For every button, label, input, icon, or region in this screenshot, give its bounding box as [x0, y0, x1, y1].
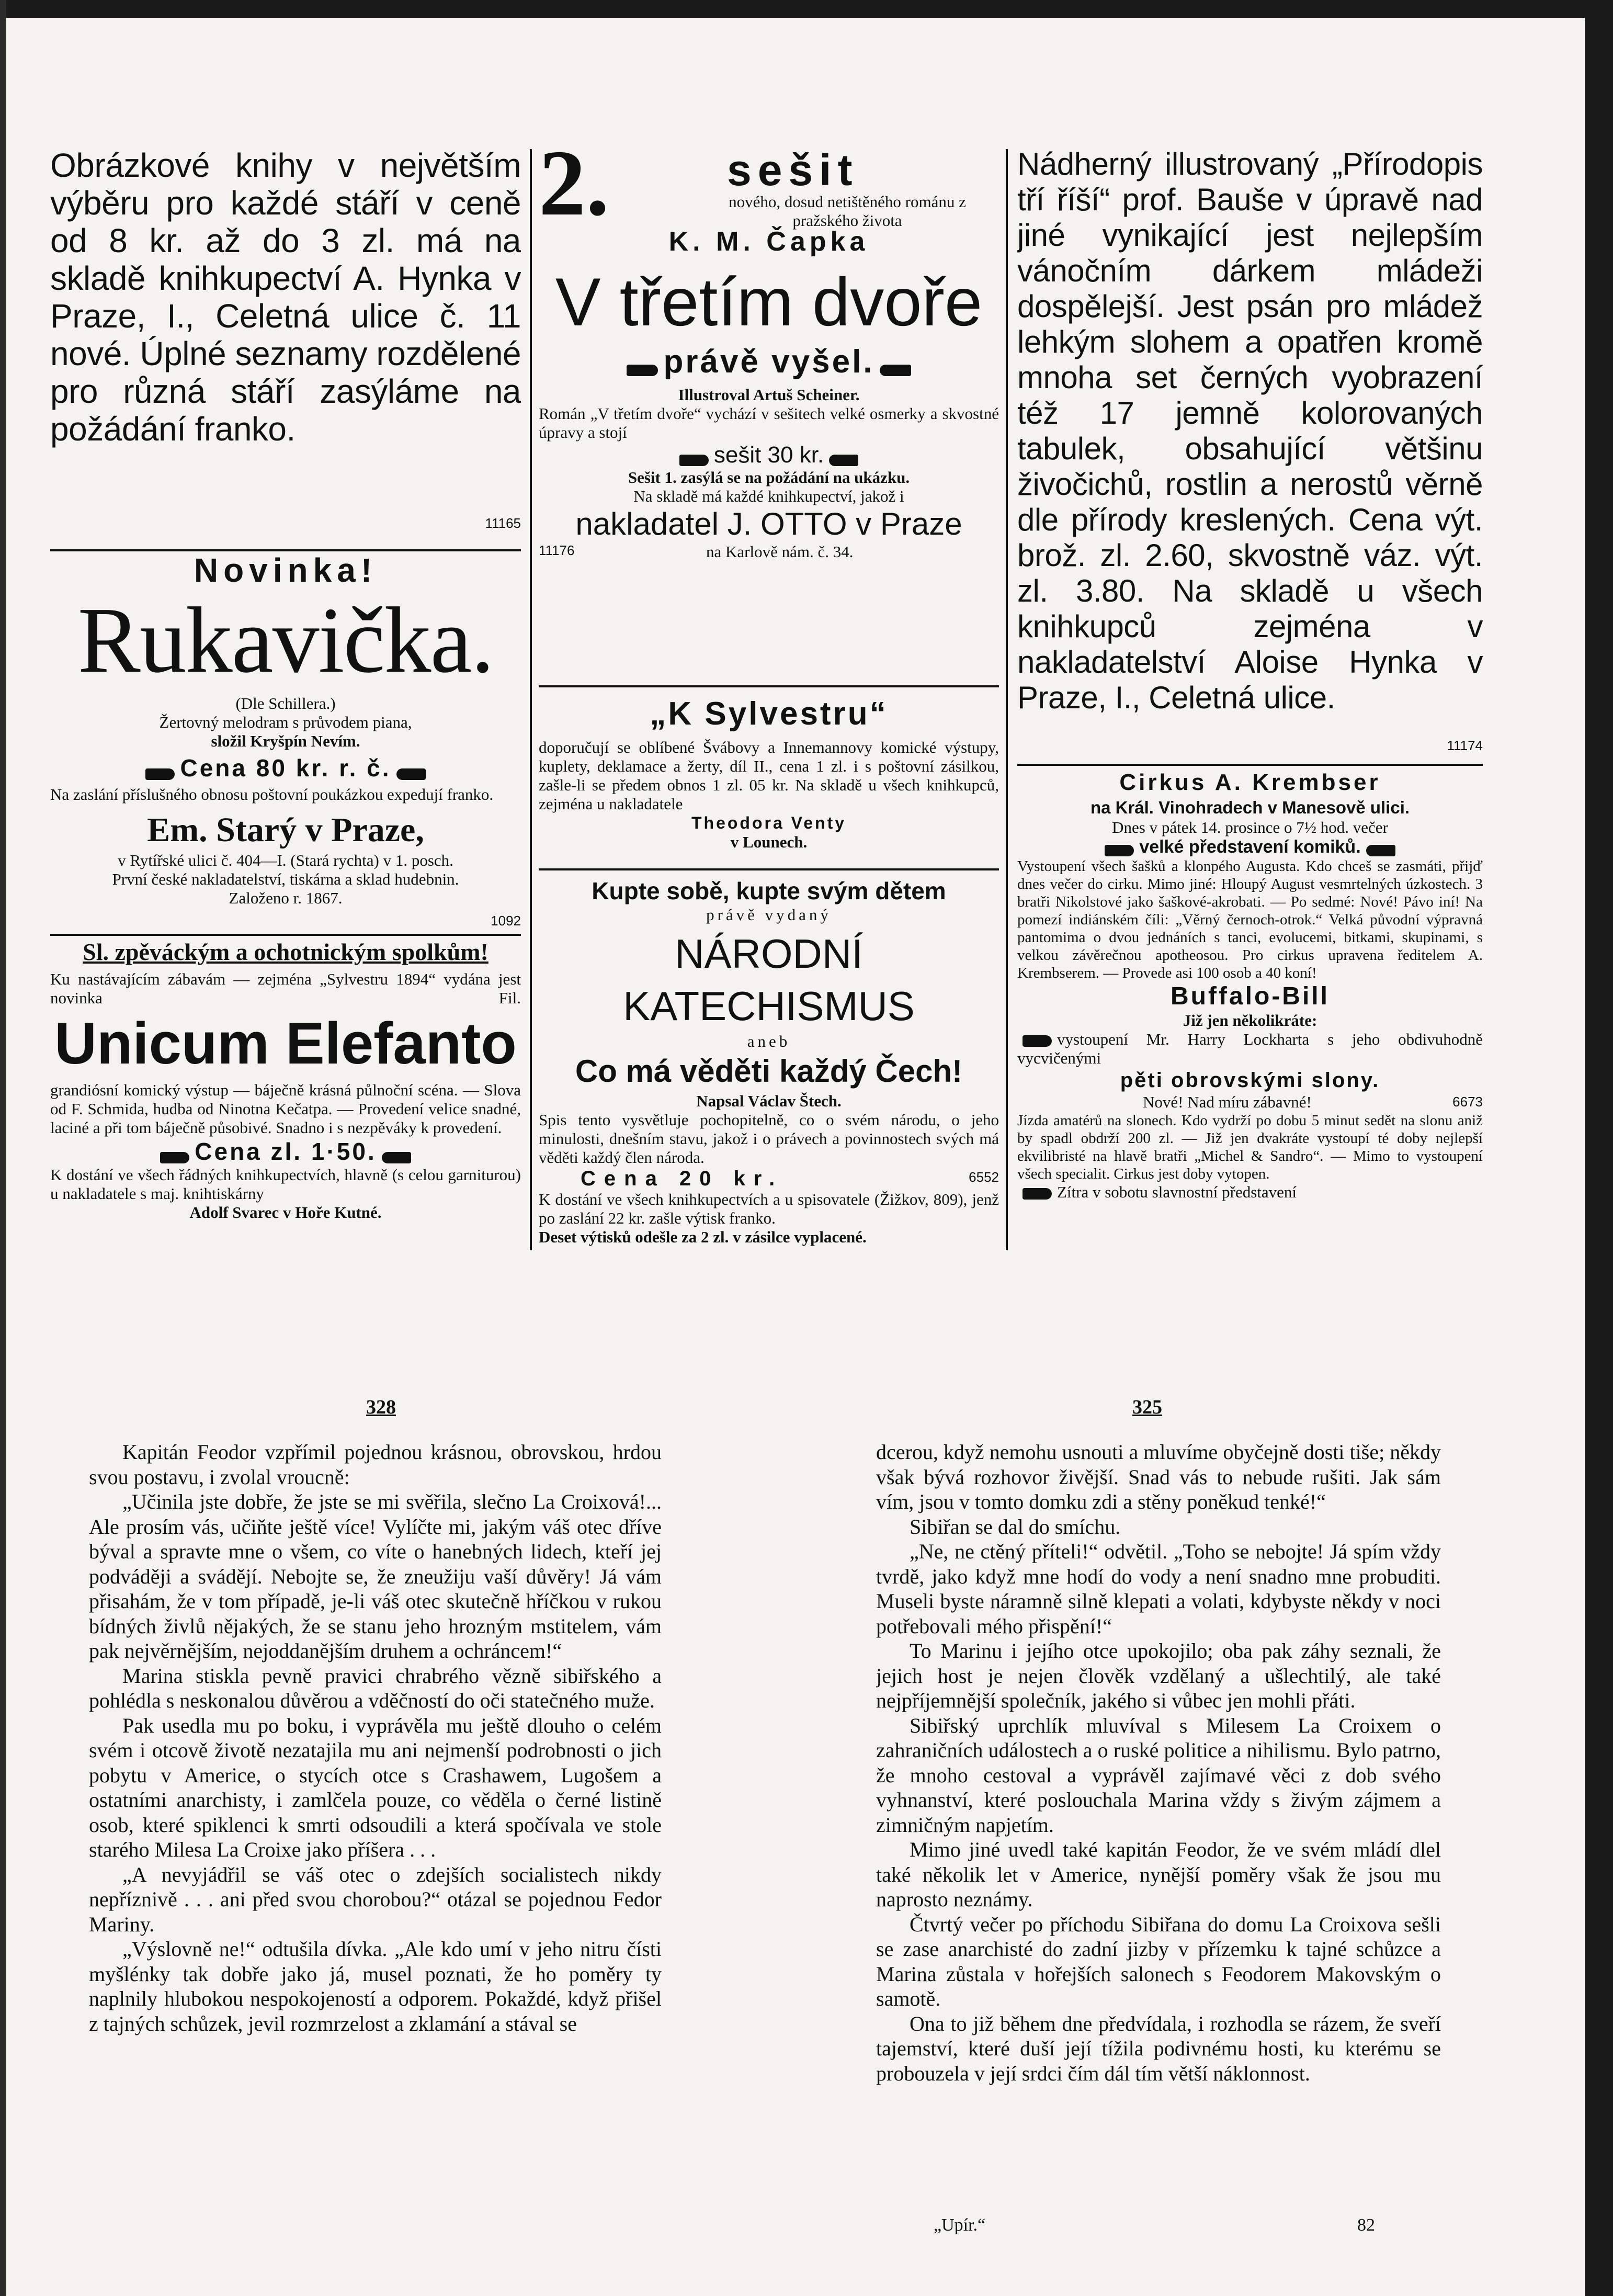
ad-rukavicka-title: Rukavička. [77, 588, 494, 692]
ad-tretim-price: sešit 30 kr. [713, 442, 824, 468]
ad-cirkus-place: na Král. Vinohradech v Manesově ulici. [1090, 798, 1410, 817]
ad-tretim-dvore [539, 146, 999, 563]
feuilleton-paragraph: Sibiřan se dal do smíchu. [910, 1514, 1121, 1539]
ad-cirkus-text6-row [1017, 1183, 1483, 1202]
ad-divider [539, 868, 999, 870]
ad-cirkus-text4-row [1017, 1093, 1483, 1112]
ad-tretim-issued: právě vyšel. [663, 344, 874, 380]
ad-column-middle [539, 146, 999, 1256]
ad-cirkus-date: Dnes v pátek 14. prosince o 7½ hod. večer [1112, 818, 1388, 836]
feuilleton-paragraph: Ona to již během dne předvídala, i rozhodla se rázem, že sveří tajemství, které duší její tížila podivnému hosti, ku kterému se probouzela v její srdci čím dál tím větší náklonnost. [876, 2011, 1441, 2085]
pointing-hand-icon [1105, 845, 1134, 856]
feuilleton-paragraph: Sibiřský uprchlík mluvíval s Milesem La Croixem o zahraničních událostech a o ruské politice a nihilismu. Bylo patrno, že mnoho cestoval a vyprávěl zajímavé věci z dob svého vyhnanství, které poslouchala Marina vždy s živým zájmem a zimničným napjetím. [876, 1713, 1441, 1837]
feuilleton-paragraph: Čtvrtý večer po příchodu Sibiřana do domu La Croixova sešli se zase anarchisté do zadní jizby v přízemku k tajné schůzce a Marina zůstala v hořejších salonech s Feodorem Makovským o samotě. [876, 1912, 1441, 2010]
ad-cirkus-title: Cirkus A. Krembser [1119, 770, 1381, 795]
ad-tretim-address: na Karlově nám. č. 34. [706, 542, 854, 561]
ad-rukavicka-line1: Žertovný melodram s průvodem piana, [159, 713, 412, 731]
feuilleton-signature: „Upír.“ [934, 2215, 986, 2235]
ad-katechismus-author: Napsal Václav Štech. [696, 1092, 842, 1110]
page-number-left: 328 [366, 1396, 396, 1418]
pointing-hand-icon [880, 365, 911, 376]
ad-cirkus-krembser [1017, 768, 1483, 1202]
pointing-hand-icon [396, 768, 426, 780]
feuilleton-left [89, 1440, 662, 2235]
ad-tretim-big-number: 2. [539, 146, 609, 235]
ad-elefanto-sale: K dostání ve všech řádných knihkupectvích, hlavně (s celou garniturou) u nakladatele s maj. knihtiskárny [50, 1166, 521, 1203]
feuilleton-paragraph: „Učinila jste dobře, že jste se mi svěřila, slečno La Croixová!... Ale prosím vás, učiňte ještě více! Vylíčte mi, jakým váš otec dříve býval a spravte mne o všem, co víte o hanebných lidech, kteří jej podváději a svádějí. Nebojte se, že zneužiju vaší důvěry! Já vám přisahám, že v tom případě, je-li váš otec skutečně hříčkou v rukou bídných živlů nějakých, že se stanu jeho hrozným mstitelem, vám pak nejvěrnějším, nejoddanějším druhem a ochráncem!“ [89, 1490, 662, 1662]
ad-sylvestru-text: doporučují se oblíbené Švábovy a Innemannovy komické výstupy, kuplety, deklamace a žerty, díl II., cena 1 zl. i s poštovní zásilkou, zašle-li se předem obnos 1 zl. 05 kr. Na skladě u všech knihkupců, zejména u nakladatele [539, 738, 999, 813]
column-rule-1 [530, 149, 532, 1250]
ad-katechismus-subtitle: Co má věděti každý Čech! [575, 1054, 963, 1089]
feuilleton-paragraph: dcerou, když nemohu usnouti a mluvíme obyčejně dosti tiše; někdy však bývá rozhovor živější. Snad vás to nebude rušiti. Jak sám vím, jsou v tomto domku zdi a stěny poněkud tenké!“ [876, 1440, 1441, 1513]
pointing-hand-icon [627, 365, 658, 376]
ad-column-left [50, 146, 521, 1256]
ad-tretim-title: V třetím dvoře [555, 264, 983, 340]
pointing-hand-icon [382, 1152, 411, 1163]
ad-tretim-sub: nového, dosud netištěného románu z pražského života [729, 193, 966, 230]
ad-katechismus-price-row [539, 1167, 999, 1190]
feuilleton-sheet-number: 82 [1357, 2215, 1375, 2235]
ad-cirkus-buffalo: Buffalo-Bill [1171, 982, 1330, 1010]
feuilleton-paragraph: Marina stiskla pevně pravici chrabrého vězně sibiřského a pohlédla s neskonalou důvěrou a vděčností do oči statečného muže. [89, 1664, 662, 1712]
ad-elefanto-title: Unicum Elefanto [54, 1011, 517, 1076]
ad-cirkus-text2: Již jen několikráte: [1183, 1011, 1317, 1030]
feuilleton-right [876, 1440, 1441, 2193]
ad-tretim-bottom [539, 542, 999, 563]
ad-divider [50, 934, 521, 936]
pointing-hand-icon [145, 768, 175, 780]
ad-elefanto-publisher: Adolf Svarec v Hoře Kutné. [189, 1203, 382, 1221]
ad-rukavicka-price-row [50, 754, 521, 782]
pointing-hand-icon [1023, 1035, 1052, 1047]
feuilleton-paragraph: „A nevyjádřil se váš otec o zdejších socialistech nikdy nepříznivě . . . ani před svou chorobou?“ otázal se pojednou Fedor Mariny. [89, 1862, 662, 1936]
page-number-right: 325 [1132, 1396, 1162, 1418]
ad-hynek-text: Obrázkové knihy v největším výběru pro každé stáří v ceně od 8 kr. až do 3 zl. má na skladě knihkupectví A. Hynka v Praze, I., Celetná ulice č. 11 nové. Úplné seznamy rozdělené pro různá stáří zasýláme na požádání franko. [50, 146, 521, 448]
column-rule-2 [1006, 149, 1008, 1250]
pointing-hand-icon [1366, 845, 1395, 856]
ad-tretim-illustr: Illustroval Artuš Scheiner. [678, 386, 860, 404]
pointing-hand-icon [679, 455, 709, 466]
ad-cirkus-text5: Jízda amatérů na slonech. Kdo vydrží po dobu 5 minut sedět na slonu aniž by spadl obdrží 200 zl. — Již jen dvakráte vystoupí té doby nejlepší ekvilibristé na hlavě bratři „Michel & Sandro“. — Mimo to vystoupení všech specialit. Cirkus jest doby vytopen. [1017, 1112, 1483, 1182]
ad-code: 6673 [1452, 1094, 1483, 1110]
ad-hynek-picture-books [50, 146, 521, 531]
scan-top-border [0, 0, 1613, 18]
feuilleton-paragraph: „Ne, ne ctěný příteli!“ odvětil. „Toho se nebojte! Já spím vždy tvrdě, jako když mne hodí do vody a není snadno mne probuditi. Museli byste náramně silně klepati a volati, kdybyste někdy v noci potřebovali mého přispění!“ [876, 1540, 1441, 1638]
ad-tretim-issued-row [539, 343, 999, 380]
ad-elefanto-intro-text: Ku nastávajícím zábavám — zejména „Sylvestru 1894“ vydána jest novinka [50, 970, 521, 1007]
ad-elefanto-intro-end: Fil. [498, 989, 521, 1007]
feuilleton-paragraph: To Marinu i jejího otce upokojilo; oba pak záhy seznali, že jejich host je nejen člověk vzdělaný a ušlechtilý, ale také nejpříjemnější společník, jakého si vůbec jen mohli přáti. [876, 1639, 1441, 1712]
ad-sylvestru-publisher: Theodora Venty [691, 813, 847, 832]
feuilleton-paragraph: „Výslovně ne!“ odtušila dívka. „Ale kdo umí v jeho nitru čísti myšlénky tak dobře jako já, musel poznati, že ho poměry ty naplnily hlubokou nespokojeností a odporem. Pokaždé, když přišel z tajných schůzek, jevil rozmrzelost a zklamání a stával se [89, 1937, 662, 2035]
ad-cirkus-elephants: pěti obrovskými slony. [1120, 1069, 1380, 1092]
scan-right-border [1585, 0, 1613, 2296]
ad-code: 11165 [485, 515, 521, 531]
pointing-hand-icon [160, 1152, 189, 1163]
ad-tretim-word: sešit [727, 146, 859, 195]
ad-tretim-header [539, 146, 999, 235]
ad-elefanto-price-row [50, 1137, 521, 1166]
ad-tretim-sample: Sešit 1. zasýlá se na požádání na ukázku. [628, 468, 910, 487]
ad-divider [1017, 764, 1483, 766]
ad-rukavicka-desc: První české nakladatelství, tiskárna a sklad hudebnin. [112, 870, 459, 888]
ad-code: 11174 [1447, 738, 1483, 753]
ad-katechismus-text: Spis tento vysvětluje pochopitelně, co o svém národu, o jeho minulosti, dnešním stavu, jakož i o právech a povinnostech svých má věděti každý člen národa. [539, 1111, 999, 1167]
ad-cirkus-text3: vystoupení Mr. Harry Lockharta s jeho obdivuhodně vycvičenými [1017, 1030, 1483, 1067]
ad-katechismus-aneb: aneb [747, 1032, 791, 1050]
ad-tretim-publisher: nakladatel J. OTTO v Praze [575, 506, 962, 541]
ad-novinka-tag: Novinka! [194, 551, 378, 589]
ad-rukavicka [50, 551, 521, 929]
ad-unicum-elefanto [50, 937, 521, 1222]
ad-code: 1092 [491, 913, 521, 929]
ad-cirkus-event: velké představení komiků. [1139, 837, 1361, 857]
pointing-hand-icon [1023, 1188, 1052, 1200]
ad-rukavicka-note: Na zaslání příslušného obnosu poštovní poukázkou expedují franko. [50, 785, 494, 804]
ad-katechismus-title: NÁRODNÍ KATECHISMUS [623, 931, 915, 1029]
ad-cirkus-text3-row [1017, 1030, 1483, 1068]
ad-column-right [1017, 146, 1483, 1256]
pointing-hand-icon [829, 455, 858, 466]
feuilleton-paragraph: Mimo jiné uvedl také kapitán Feodor, že ve svém mládí dlel také několik let v Americe, nynější poměry však že jsou mu naprosto neznámy. [876, 1838, 1441, 1911]
ad-katechismus-sale2: Deset výtisků odešle za 2 zl. v zásilce vyplacené. [539, 1228, 867, 1246]
ad-elefanto-price: Cena zl. 1·50. [195, 1138, 377, 1165]
feuilleton-paragraph: Kapitán Feodor vzpřímil pojednou krásnou, obrovskou, hrdou svou postavu, i zvolal vroucně: [89, 1440, 662, 1489]
ad-katechismus-sale: K dostání ve všech knihkupectvích a u spisovatele (Žižkov, 809), jenž po zaslání 22 kr. zašle výtisk franko. [539, 1190, 999, 1227]
ad-tretim-price-row [539, 442, 999, 468]
ad-cirkus-text1: Vystoupení všech šašků a klonpého Augusta. Kdo chceš se zasmáti, přijď dnes večer do cirku. Mimo jiné: Hloupý August vesmrtelných úzkostech. 3 bratři Nikolstové jako šaškové-akrobati. — Po sedmé: Nové! Pávo iní! Na pomezí indiánském číli: „Věrný černoch-otrok.“ Velká původní výpravná pantomima o dvou jednáních s tanci, evolucemi, bitkami, skupinami, s velkou závěrečnou apotheosou. Pro cirkus upravena ředitelem A. Krembserem. — Provede asi 100 osob a 40 koní! [1017, 858, 1483, 981]
ad-elefanto-head: Sl. zpěváckým a ochotnickým spolkům! [83, 938, 489, 965]
ad-katechismus-head: Kupte sobě, kupte svým dětem [592, 877, 946, 904]
ad-rukavicka-founded: Založeno r. 1867. [229, 889, 343, 907]
feuilleton-paragraph: Pak usedla mu po boku, i vyprávěla mu ještě dlouho o celém svém i otcově životě nezatajila mu ani nejmenší podrobnosti o jich pobytu v Americe, o stycích otce s Crashawem, Lugošem a ostatními anarchisty, i zamlčela pouze, co věděla o černé listině osob, které spiklenci k smrti odsoudili a která spočívala ve stole starého Milesa La Croixe jako příšera . . . [89, 1713, 662, 1861]
ad-cirkus-event-row [1017, 837, 1483, 857]
ad-tretim-author: K. M. Čapka [668, 227, 869, 257]
ad-sylvestru-title: „K Sylvestru“ [650, 696, 888, 732]
ad-rukavicka-publisher: Em. Starý v Praze, [147, 811, 424, 849]
ad-code: 6552 [969, 1169, 999, 1185]
ad-rukavicka-line2: složil Kryšpín Nevím. [211, 732, 360, 750]
ad-katechismus [539, 876, 999, 1247]
ad-elefanto-intro [50, 970, 521, 1008]
ad-cirkus-text4: Nové! Nad míru zábavné! [1143, 1093, 1312, 1111]
ad-rukavicka-price: Cena 80 kr. r. č. [180, 754, 391, 782]
ad-tretim-stock: Na skladě má každé knihkupectví, jakož i [633, 487, 904, 505]
ad-baus-text: Nádherný illustrovaný „Přírodopis tří říší“ prof. Bauše v úpravě nad jiné vynikající jest nejlepším vánočním dárkem mládeži dospělejší. Jest psán pro mládež lehkým slohem a opatřen kromě mnoha set černých vyobrazení též 17 jemně kolorovaných tabulek, obsahující většinu živočichů, rostlin a nerostů věrně dle přírody kreslených. Cena výt. brož. zl. 2.60, skvostně váz. výt. zl. 3.80. Na skladě u všech knihkupců zejména v nakladatelství Aloise Hynka v Praze, I., Celetná ulice. [1017, 146, 1483, 715]
scan-left-border [0, 0, 6, 2296]
ad-katechismus-price: Cena 20 kr. [581, 1167, 783, 1190]
ad-elefanto-text: grandiósní komický výstup — báječně krásná půlnoční scéna. — Slova od F. Schmida, hudba od Ninotna Kečatpa. — Provedení velice snadné, laciné a při tom báječně působivé. Snadno i s nezpěváky k provedení. [50, 1081, 521, 1137]
ad-baus-prirodopis [1017, 146, 1483, 753]
ad-rukavicka-address: v Rytířské ulici č. 404—I. (Stará rychta) v 1. posch. [118, 851, 453, 869]
ad-cirkus-text6: Zítra v sobotu slavnostní představení [1057, 1183, 1297, 1201]
ad-rukavicka-subtitle: (Dle Schillera.) [235, 694, 336, 712]
ad-sylvestru-place: v Lounech. [730, 833, 808, 851]
ad-code: 11176 [539, 542, 575, 558]
ad-katechismus-sub: právě vydaný [706, 906, 832, 924]
ad-divider [539, 685, 999, 687]
ad-tretim-desc: Román „V třetím dvoře“ vychází v sešitech velké osmerky a skvostné úpravy a stojí [539, 404, 999, 442]
ad-sylvestru [539, 693, 999, 852]
